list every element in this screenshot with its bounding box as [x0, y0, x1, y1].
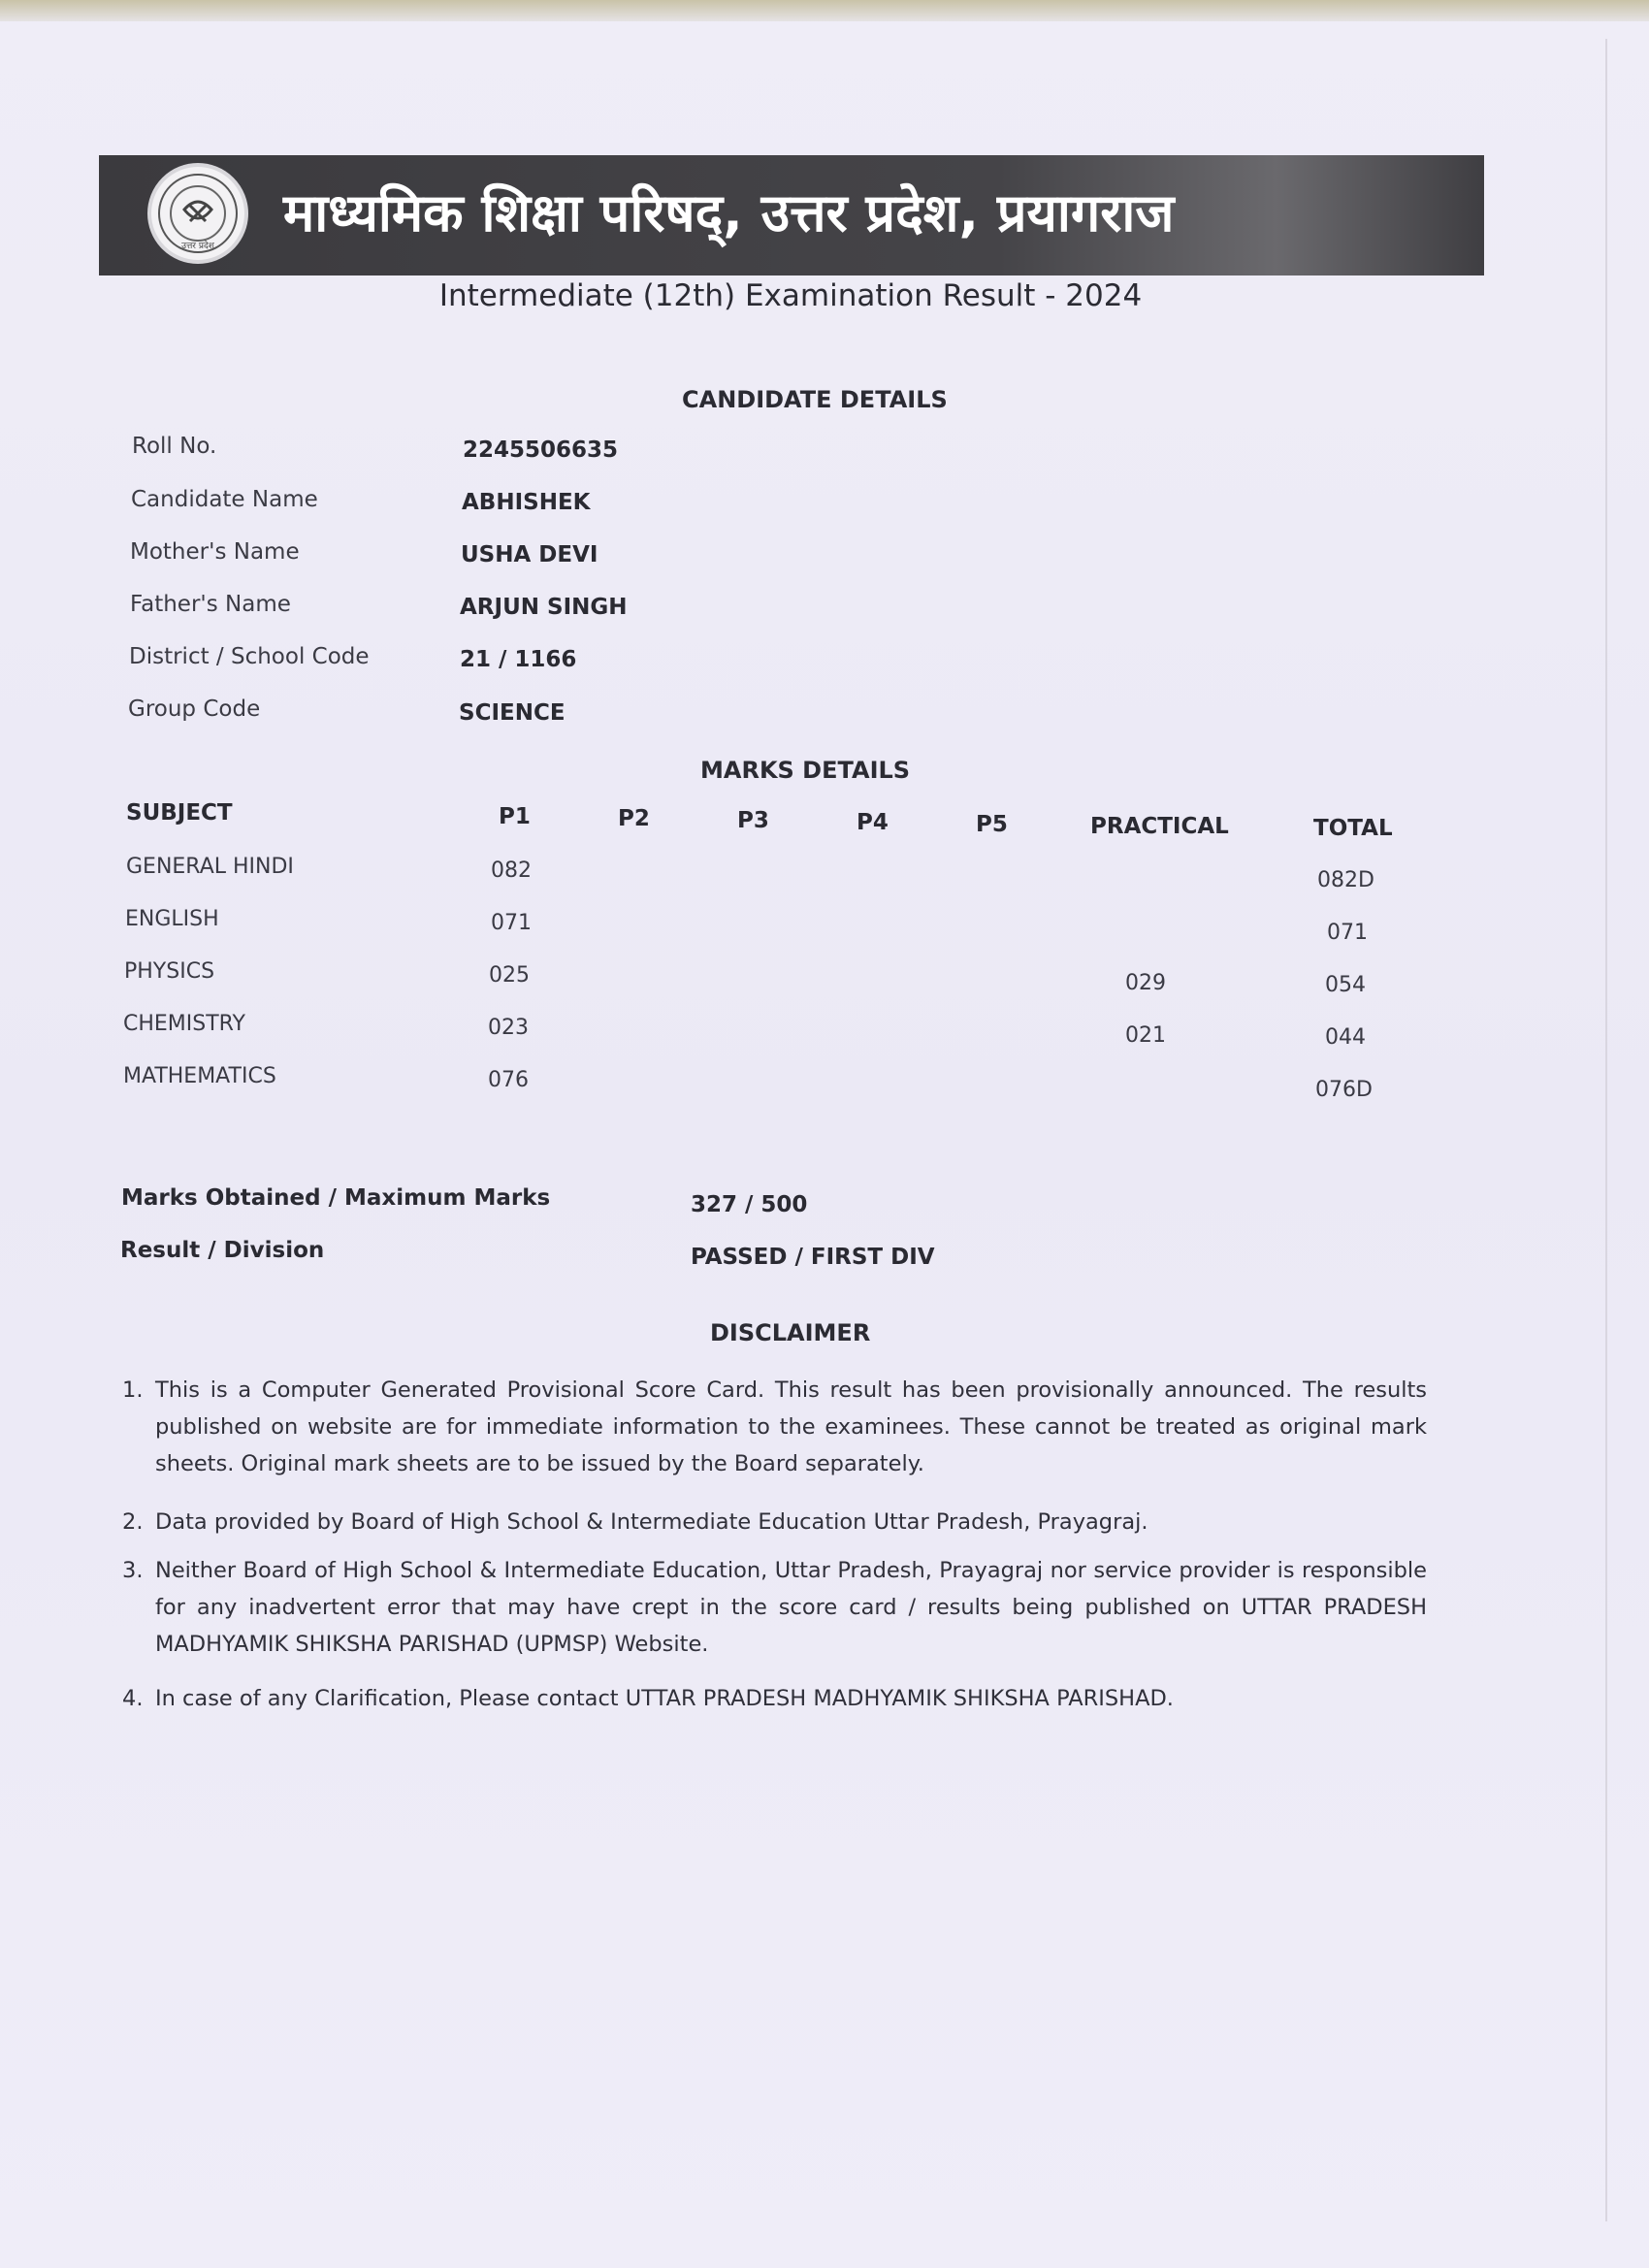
- district-school-code-label: District / School Code: [129, 644, 370, 669]
- p1-cell: 082: [491, 859, 532, 883]
- p1-cell: 076: [488, 1068, 529, 1092]
- candidate-details-heading: CANDIDATE DETAILS: [682, 386, 948, 413]
- board-banner: [99, 155, 1484, 275]
- p1-cell: 071: [491, 911, 532, 935]
- total-cell: 082D: [1317, 868, 1374, 892]
- result-division-value: PASSED / FIRST DIV: [691, 1245, 935, 1270]
- marks-details-heading: MARKS DETAILS: [700, 757, 911, 784]
- total-cell: 076D: [1315, 1078, 1373, 1102]
- col-subject-header: SUBJECT: [126, 800, 233, 826]
- practical-cell: 029: [1125, 971, 1166, 995]
- disclaimer-number: 3.: [122, 1558, 144, 1583]
- total-cell: 044: [1325, 1025, 1366, 1050]
- exam-title: Intermediate (12th) Examination Result - 2024: [438, 278, 1143, 313]
- col-p3-header: P3: [737, 808, 769, 833]
- roll-no-value: 2245506635: [463, 437, 619, 463]
- p1-cell: 023: [488, 1016, 529, 1040]
- emblem-text: उत्तर प्रदेश: [181, 242, 214, 251]
- disclaimer-heading: DISCLAIMER: [710, 1319, 871, 1346]
- mother-name-label: Mother's Name: [130, 539, 300, 565]
- col-p1-header: P1: [499, 804, 531, 829]
- subject-cell: MATHEMATICS: [123, 1064, 276, 1088]
- disclaimer-number: 4.: [122, 1686, 144, 1711]
- col-total-header: TOTAL: [1313, 816, 1393, 841]
- mother-name-value: USHA DEVI: [461, 542, 598, 567]
- group-code-label: Group Code: [128, 697, 261, 722]
- disclaimer-text: This is a Computer Generated Provisional Score Card. This result has been provisionally announced. The results published on website are for immediate information to the examinees. These cannot be treated as original mark sheets. Original mark sheets are to be issued by the Board separately.: [155, 1377, 1427, 1476]
- p1-cell: 025: [489, 963, 530, 988]
- subject-cell: GENERAL HINDI: [126, 855, 294, 879]
- result-division-label: Result / Division: [120, 1238, 325, 1263]
- total-cell: 054: [1325, 973, 1366, 997]
- board-title: माध्यमिक शिक्षा परिषद्, उत्तर प्रदेश, प्रयागराज: [283, 182, 1175, 243]
- candidate-name-label: Candidate Name: [131, 487, 318, 512]
- disclaimer-item: [122, 1680, 1427, 1717]
- candidate-name-value: ABHISHEK: [462, 490, 591, 515]
- father-name-label: Father's Name: [130, 592, 291, 617]
- disclaimer-item: [122, 1504, 1427, 1540]
- disclaimer-number: 1.: [122, 1377, 144, 1403]
- father-name-value: ARJUN SINGH: [460, 595, 628, 620]
- total-cell: 071: [1327, 921, 1368, 945]
- disclaimer-item: [122, 1552, 1427, 1663]
- practical-cell: 021: [1125, 1023, 1166, 1048]
- subject-cell: CHEMISTRY: [123, 1012, 245, 1036]
- disclaimer-item: [122, 1372, 1427, 1482]
- col-p4-header: P4: [857, 810, 889, 835]
- group-code-value: SCIENCE: [459, 700, 566, 726]
- upmsp-emblem-icon: [147, 163, 248, 264]
- col-practical-header: PRACTICAL: [1090, 814, 1229, 839]
- col-p5-header: P5: [976, 812, 1008, 837]
- disclaimer-text: In case of any Clarification, Please contact UTTAR PRADESH MADHYAMIK SHIKSHA PARISHAD.: [155, 1686, 1174, 1711]
- district-school-code-value: 21 / 1166: [460, 647, 577, 672]
- disclaimer-text: Neither Board of High School & Intermediate Education, Uttar Pradesh, Prayagraj nor service provider is responsible for any inadvertent error that may have crept in the score card / results being published on UTTAR PRADESH MADHYAMIK SHIKSHA PARISHAD (UPMSP) Website.: [155, 1558, 1427, 1657]
- disclaimer-number: 2.: [122, 1509, 144, 1535]
- col-p2-header: P2: [618, 806, 650, 831]
- subject-cell: PHYSICS: [124, 959, 215, 984]
- marks-obtained-label: Marks Obtained / Maximum Marks: [121, 1185, 551, 1211]
- marks-obtained-value: 327 / 500: [691, 1192, 808, 1217]
- subject-cell: ENGLISH: [125, 907, 219, 931]
- disclaimer-text: Data provided by Board of High School & Intermediate Education Uttar Pradesh, Prayagraj.: [155, 1509, 1148, 1535]
- roll-no-label: Roll No.: [132, 434, 217, 459]
